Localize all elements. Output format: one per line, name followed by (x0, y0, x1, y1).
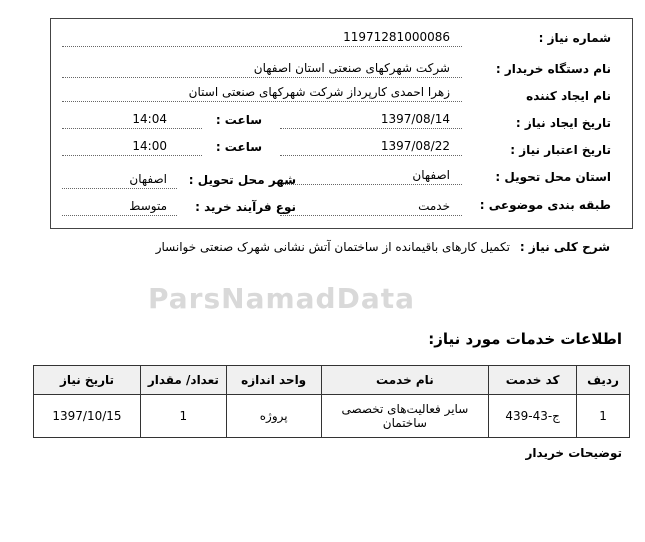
cell-service-name: سایر فعالیت‌های تخصصی ساختمان (321, 395, 489, 438)
buyer-org-line (62, 77, 462, 78)
delivery-province-line (280, 184, 462, 185)
description-value: تکمیل کارهای باقیمانده از ساختمان آتش نشانی شهرک صنعتی خوانسار (155, 240, 510, 254)
cell-quantity: 1 (140, 395, 226, 438)
created-time-label: ساعت : (215, 113, 262, 127)
process-type-label: نوع فرآیند خرید : (195, 200, 296, 214)
delivery-province-value: اصفهان (412, 168, 450, 182)
buyer-org-value: شرکت شهرکهای صنعتی استان اصفهان (253, 61, 450, 75)
cell-unit: پروژه (226, 395, 321, 438)
category-line (280, 215, 462, 216)
creator-line (62, 101, 462, 102)
delivery-city-value: اصفهان (129, 172, 167, 186)
process-type-value: متوسط (129, 199, 167, 213)
services-section-title: اطلاعات خدمات مورد نیاز: (428, 330, 622, 348)
validity-date-line (280, 155, 462, 156)
description-label: شرح کلی نیاز : (519, 240, 610, 254)
validity-time-value: 14:00 (132, 139, 167, 153)
need-number-label: شماره نیاز : (538, 31, 611, 45)
services-table (33, 365, 630, 438)
cell-service-code: ج-43-439 (489, 395, 577, 438)
created-date-line (280, 128, 462, 129)
delivery-city-label: شهر محل تحویل : (188, 173, 296, 187)
validity-date-label: تاریخ اعتبار نیاز : (510, 143, 611, 157)
col-header-quantity: تعداد/ مقدار (140, 366, 226, 395)
delivery-province-label: استان محل تحویل : (495, 170, 611, 184)
services-header-row (34, 366, 630, 395)
created-time-line (62, 128, 202, 129)
cell-need-date: 1397/10/15 (34, 395, 141, 438)
category-value: خدمت (418, 199, 450, 213)
creator-value: زهرا احمدی کارپرداز شرکت شهرکهای صنعتی استان (188, 85, 450, 99)
table-row (34, 395, 630, 438)
col-header-need-date: تاریخ نیاز (34, 366, 141, 395)
delivery-city-line (62, 188, 177, 189)
buyer-notes-label: توضیحات خریدار (525, 446, 622, 460)
validity-date-value: 1397/08/22 (380, 139, 450, 153)
created-date-label: تاریخ ایجاد نیاز : (515, 116, 611, 130)
col-header-service-code: کد خدمت (489, 366, 577, 395)
watermark-title: ParsNamadData (148, 282, 415, 315)
category-label: طبقه بندی موضوعی : (479, 198, 611, 212)
buyer-org-label: نام دستگاه خریدار : (495, 62, 611, 76)
validity-time-line (62, 155, 202, 156)
col-header-service-name: نام خدمت (321, 366, 489, 395)
creator-label: نام ایجاد کننده (526, 89, 611, 103)
process-type-line (62, 215, 177, 216)
col-header-unit: واحد اندازه (226, 366, 321, 395)
created-date-value: 1397/08/14 (380, 112, 450, 126)
created-time-value: 14:04 (132, 112, 167, 126)
cell-row-number: 1 (577, 395, 630, 438)
validity-time-label: ساعت : (215, 140, 262, 154)
need-number-line (62, 46, 462, 47)
need-number-value: 11971281000086 (343, 30, 450, 44)
col-header-row-number: ردیف (577, 366, 630, 395)
